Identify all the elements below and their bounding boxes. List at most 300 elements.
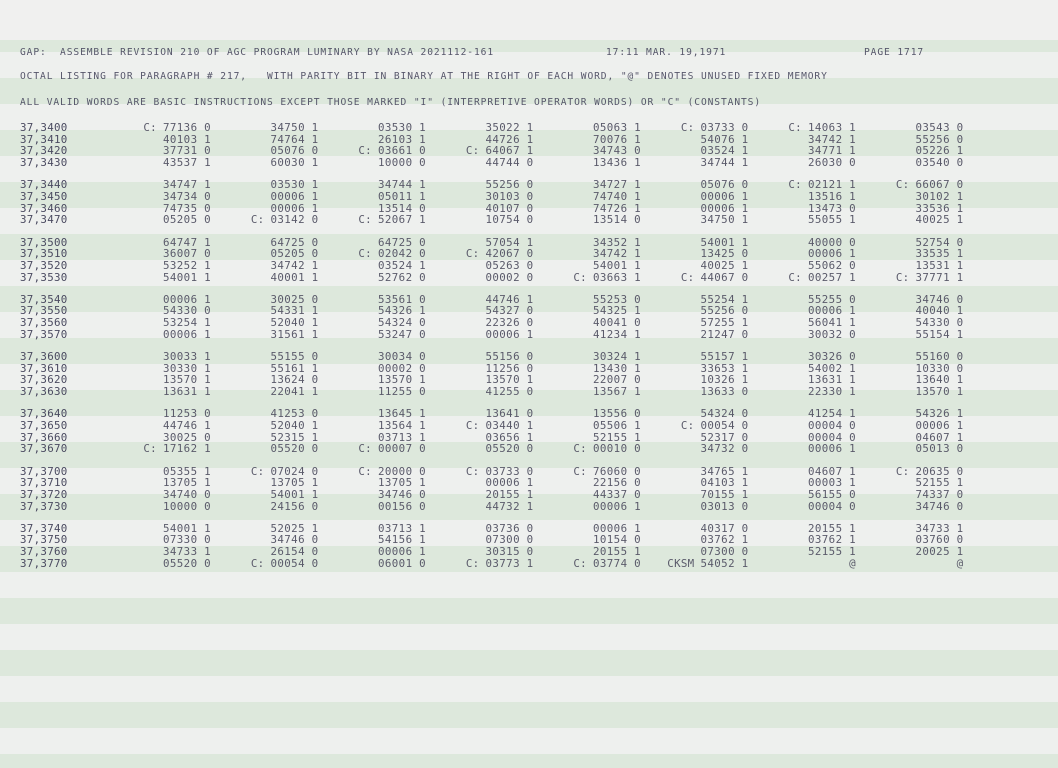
word-value: 55256 [485, 178, 520, 192]
word-type-marker: C: [788, 121, 802, 134]
listing-block [20, 351, 970, 398]
octal-word [863, 546, 971, 558]
parity-bit: 1 [741, 373, 749, 387]
parity-bit: 1 [956, 247, 964, 261]
parity-bit: 0 [956, 156, 964, 170]
parity-bit: 1 [741, 292, 749, 306]
memory-address: 37,3410 [20, 132, 68, 146]
word-value: 52067 [377, 213, 413, 227]
word-value: 41253 [270, 407, 305, 421]
word-value: 74337 [915, 487, 950, 501]
memory-address: 37,3510 [20, 247, 68, 261]
word-value: 44067 [700, 270, 735, 284]
word-value: 13436 [592, 156, 628, 170]
parity-bit: 1 [634, 258, 641, 272]
octal-word [433, 329, 541, 341]
parity-bit: 1 [204, 270, 211, 284]
word-value: 30102 [915, 189, 950, 203]
parity-bit: 0 [634, 476, 641, 490]
word-value: 00006 [162, 292, 198, 306]
word-value: 13516 [807, 189, 843, 203]
word-value: 34732 [700, 442, 735, 456]
word-type-marker: C: [358, 247, 372, 261]
parity-bit: 1 [741, 464, 749, 478]
word-value: 26154 [270, 545, 305, 559]
parity-bit: 0 [849, 487, 856, 501]
word-value: 34734 [162, 189, 198, 203]
memory-address: 37,3430 [20, 156, 68, 170]
parity-bit: 1 [204, 178, 211, 192]
parity-bit: 1 [634, 385, 641, 399]
word-value: 05076 [700, 178, 735, 192]
word-value: 33653 [700, 361, 735, 375]
word-value: 13645 [377, 407, 413, 421]
parity-bit: 1 [849, 178, 856, 192]
listing-row [20, 329, 970, 341]
word-value: 06001 [377, 556, 413, 570]
memory-address: 37,3470 [20, 213, 68, 227]
octal-word [755, 214, 863, 226]
parity-bit: 0 [419, 464, 426, 478]
word-value: 00006 [700, 201, 735, 215]
word-type-marker: C: [465, 247, 480, 261]
parity-bit: 0 [311, 556, 319, 570]
word-value: 52155 [592, 430, 628, 444]
word-value: 00054 [700, 418, 735, 432]
parity-bit: 1 [741, 487, 749, 501]
word-value: 55161 [270, 361, 305, 375]
word-type-marker: C: [680, 270, 695, 284]
word-type-marker: C: [788, 178, 802, 192]
octal-word [325, 214, 433, 226]
parity-bit: 0 [956, 316, 964, 330]
octal-word [540, 122, 648, 134]
parity-bit: 1 [634, 361, 641, 375]
parity-bit: 1 [849, 407, 856, 421]
octal-word [325, 443, 433, 455]
octal-word [648, 386, 756, 398]
word-value: 05076 [270, 144, 305, 158]
parity-bit: 0 [634, 292, 641, 306]
word-value: 10000 [162, 499, 198, 513]
octal-word [433, 443, 541, 455]
word-value: 55055 [807, 213, 843, 227]
word-value: 54331 [270, 304, 305, 318]
memory-address: 37,3750 [20, 533, 68, 547]
parity-bit: 1 [956, 270, 964, 284]
parity-bit: 0 [311, 350, 319, 363]
word-value: 30103 [485, 189, 520, 203]
memory-address: 37,3760 [20, 545, 68, 559]
word-value: 22007 [592, 373, 628, 387]
parity-bit: 1 [634, 418, 641, 432]
parity-bit: 0 [634, 144, 641, 158]
parity-bit: 0 [849, 201, 856, 215]
parity-bit: 0 [849, 156, 856, 170]
word-value: 13425 [700, 247, 735, 261]
parity-bit: 1 [956, 213, 964, 227]
octal-word [648, 443, 756, 455]
parity-bit: 0 [526, 350, 534, 363]
parity-bit: 1 [311, 521, 319, 535]
word-value: 34742 [807, 132, 843, 146]
parity-bit: 1 [956, 304, 964, 318]
word-value: 30330 [162, 361, 198, 375]
octal-word [755, 351, 863, 363]
word-value: 41234 [592, 327, 628, 341]
listing-row [20, 386, 970, 398]
parity-bit: 0 [849, 258, 856, 272]
word-value: 20155 [807, 521, 843, 535]
word-value: 74735 [162, 201, 198, 215]
parity-bit: 1 [634, 189, 641, 203]
header-timestamp: 17:11 MAR. 19,1971 [606, 47, 727, 58]
parity-bit: 1 [204, 385, 211, 399]
octal-word [540, 420, 648, 432]
parity-bit: 0 [741, 407, 749, 421]
parity-bit: 1 [419, 258, 426, 272]
parity-bit: 1 [526, 327, 534, 341]
word-value: 00054 [270, 556, 305, 570]
octal-word [110, 329, 218, 341]
word-value: 41255 [485, 385, 520, 399]
word-value: 13430 [592, 361, 628, 375]
parity-bit: 1 [311, 258, 319, 272]
octal-word [433, 558, 541, 570]
word-type-marker: CKSM [667, 556, 695, 570]
word-value: 34740 [162, 487, 198, 501]
listing-row [20, 443, 970, 455]
parity-bit: 1 [849, 476, 856, 490]
listing-row [20, 122, 970, 134]
word-type-marker: C: [358, 213, 372, 227]
parity-bit: 1 [311, 178, 319, 192]
word-value: 03530 [377, 121, 413, 134]
word-value: 52315 [270, 430, 305, 444]
word-value: 03142 [270, 213, 305, 227]
parity-bit: 0 [204, 201, 211, 215]
octal-word [863, 386, 971, 398]
parity-bit: 1 [526, 418, 534, 432]
word-value: 34747 [162, 178, 198, 192]
word-value: 52317 [700, 430, 735, 444]
word-value: 10154 [592, 533, 628, 547]
word-value: 55255 [807, 292, 843, 306]
word-value: 54001 [592, 258, 628, 272]
word-value: 00006 [807, 247, 843, 261]
parity-bit: 1 [741, 533, 749, 547]
word-value: 03530 [270, 178, 305, 192]
parity-bit: 0 [419, 316, 426, 330]
word-value: 20000 [377, 464, 413, 478]
parity-bit: 1 [204, 545, 211, 559]
word-value: 52155 [807, 545, 843, 559]
word-value: 53247 [377, 327, 413, 341]
word-value: 03661 [377, 144, 413, 158]
word-type-marker: C: [143, 442, 157, 456]
word-value: 13631 [162, 385, 198, 399]
parity-bit: 0 [741, 418, 749, 432]
octal-word [110, 386, 218, 398]
parity-bit: 1 [204, 327, 211, 341]
word-type-marker: C: [573, 464, 587, 478]
parity-bit: 1 [634, 350, 641, 363]
word-value: 20155 [592, 545, 628, 559]
word-value: 24156 [270, 499, 305, 513]
memory-address: 37,3660 [20, 430, 68, 444]
parity-bit: 1 [956, 327, 964, 341]
word-value: 13531 [915, 258, 950, 272]
parity-bit: 0 [956, 121, 964, 134]
word-value: 22041 [270, 385, 305, 399]
parity-bit: 1 [849, 304, 856, 318]
parity-bit: 1 [526, 499, 534, 513]
octal-word [218, 157, 326, 169]
word-value: 34744 [700, 156, 735, 170]
octal-word [755, 272, 863, 284]
word-value: 54002 [807, 361, 843, 375]
word-value: 44732 [485, 499, 520, 513]
word-value: 17162 [162, 442, 198, 456]
memory-address: 37,3740 [20, 521, 68, 535]
parity-bit: 1 [311, 430, 319, 444]
word-value: 14063 [807, 121, 843, 134]
octal-word [110, 260, 218, 272]
parity-bit: 1 [419, 178, 426, 192]
parity-bit: 1 [204, 258, 211, 272]
parity-bit: 0 [419, 556, 426, 570]
word-value: 05506 [592, 418, 628, 432]
parity-bit: 1 [311, 327, 319, 341]
parity-bit: 0 [526, 385, 534, 399]
octal-word [433, 420, 541, 432]
word-value: 55062 [807, 258, 843, 272]
parity-bit: 0 [419, 156, 426, 170]
parity-bit: 1 [956, 144, 964, 158]
parity-bit: 1 [849, 121, 856, 134]
octal-word [325, 260, 433, 272]
word-value: 03524 [377, 258, 413, 272]
octal-word [540, 260, 648, 272]
parity-bit: 0 [741, 327, 749, 341]
word-value: 00006 [485, 476, 520, 490]
parity-bit: 0 [956, 499, 964, 513]
parity-bit: 0 [204, 556, 211, 570]
word-value: 64067 [485, 144, 520, 158]
word-value: 13631 [807, 373, 843, 387]
octal-word [755, 329, 863, 341]
word-value: 13641 [485, 407, 520, 421]
parity-bit: 0 [741, 521, 749, 535]
word-value: 30033 [162, 350, 198, 363]
memory-address: 37,3540 [20, 292, 68, 306]
parity-bit: 1 [419, 304, 426, 318]
memory-address: 37,3630 [20, 385, 68, 399]
listing-row [20, 420, 970, 432]
parity-bit: 1 [526, 235, 534, 249]
listing-row [20, 191, 970, 203]
parity-bit: 0 [311, 545, 319, 559]
word-value: 54327 [485, 304, 520, 318]
word-value: 05355 [162, 464, 198, 478]
octal-word [110, 443, 218, 455]
word-value: 55157 [700, 350, 735, 363]
word-value: 13570 [915, 385, 950, 399]
octal-word [540, 191, 648, 203]
octal-word [648, 122, 756, 134]
word-value: 31561 [270, 327, 305, 341]
word-value: 00006 [485, 327, 520, 341]
octal-word [648, 351, 756, 363]
memory-address: 37,3530 [20, 270, 68, 284]
word-value: 05520 [162, 556, 198, 570]
octal-word [110, 191, 218, 203]
parity-bit: 1 [956, 521, 964, 535]
listing-row [20, 272, 970, 284]
octal-word [218, 260, 326, 272]
word-value: 40001 [270, 270, 305, 284]
octal-word [325, 122, 433, 134]
word-value: 36007 [162, 247, 198, 261]
word-value: 04607 [915, 430, 950, 444]
word-value: 37731 [162, 144, 198, 158]
parity-bit: 0 [311, 144, 319, 158]
parity-bit: 0 [526, 316, 534, 330]
octal-word [648, 157, 756, 169]
word-value: 03762 [700, 533, 735, 547]
word-value: 44744 [485, 156, 520, 170]
octal-word [863, 501, 971, 513]
word-value: 70155 [700, 487, 735, 501]
octal-word [863, 157, 971, 169]
parity-bit: 0 [204, 499, 211, 513]
word-value: 33536 [915, 201, 950, 215]
octal-word [863, 214, 971, 226]
word-value: 54052 [700, 556, 735, 570]
parity-bit: 0 [741, 430, 749, 444]
word-value: 13570 [485, 373, 520, 387]
parity-bit: 1 [419, 418, 426, 432]
parity-bit: 0 [311, 499, 319, 513]
parity-bit: 0 [526, 156, 534, 170]
word-value: 54001 [162, 521, 198, 535]
parity-bit: 1 [204, 521, 211, 535]
word-value: 34765 [700, 464, 735, 478]
word-value: 03760 [915, 533, 950, 547]
parity-bit: 1 [956, 407, 964, 421]
word-value: 10000 [377, 156, 413, 170]
word-value: 64725 [377, 235, 413, 249]
word-value: 30025 [270, 292, 305, 306]
parity-bit: 1 [849, 247, 856, 261]
octal-word [433, 351, 541, 363]
octal-word [648, 329, 756, 341]
parity-bit: 0 [741, 385, 749, 399]
parity-bit: 0 [849, 235, 856, 249]
listing-row [20, 351, 970, 363]
parity-bit: 1 [526, 556, 534, 570]
word-type-marker: C: [573, 556, 587, 570]
octal-word [648, 214, 756, 226]
word-value: 13705 [270, 476, 305, 490]
word-value: 54001 [270, 487, 305, 501]
word-value: 34352 [592, 235, 628, 249]
parity-bit: 1 [634, 247, 641, 261]
word-value: 40000 [807, 235, 843, 249]
parity-bit: 1 [849, 189, 856, 203]
word-value: 52040 [270, 418, 305, 432]
listing-row [20, 489, 970, 501]
parity-bit: 1 [849, 373, 856, 387]
word-type-marker: C: [465, 418, 480, 432]
parity-bit: 1 [311, 361, 319, 375]
parity-bit: 0 [419, 327, 426, 341]
word-value: 13514 [377, 201, 413, 215]
parity-bit: 0 [526, 407, 534, 421]
parity-bit: 1 [419, 476, 426, 490]
parity-bit: 1 [741, 350, 749, 363]
listing-row [20, 501, 970, 513]
parity-bit: 1 [956, 430, 964, 444]
word-value: 13705 [162, 476, 198, 490]
parity-bit: 0 [526, 201, 534, 215]
parity-bit: 0 [634, 533, 641, 547]
memory-address: 37,3400 [20, 121, 68, 134]
parity-bit: 1 [526, 292, 534, 306]
parity-bit: 0 [634, 316, 641, 330]
parity-bit: 0 [311, 213, 319, 227]
word-value: 13564 [377, 418, 413, 432]
parity-bit: 1 [956, 545, 964, 559]
memory-address: 37,3710 [20, 476, 68, 490]
parity-bit: 0 [311, 373, 319, 387]
word-type-marker: C: [895, 270, 910, 284]
parity-bit: 0 [634, 213, 641, 227]
parity-bit: 1 [741, 132, 749, 146]
listing-block [20, 122, 970, 169]
parity-bit: 1 [956, 189, 964, 203]
word-value: 10754 [485, 213, 520, 227]
parity-bit: 1 [311, 270, 319, 284]
word-type-marker: C: [465, 556, 480, 570]
word-value: 03524 [700, 144, 735, 158]
octal-word [218, 443, 326, 455]
octal-word [540, 443, 648, 455]
octal-word [218, 558, 326, 570]
parity-bit: 0 [741, 270, 749, 284]
word-type-marker: C: [250, 213, 265, 227]
octal-word [218, 329, 326, 341]
octal-word [325, 489, 433, 501]
octal-word [433, 489, 541, 501]
memory-address: 37,3560 [20, 316, 68, 330]
parity-bit: 1 [849, 385, 856, 399]
word-value: 03774 [592, 556, 628, 570]
memory-address: 37,3770 [20, 556, 68, 570]
word-value: 05063 [592, 121, 628, 134]
parity-bit: 0 [741, 442, 749, 456]
parity-bit: 0 [526, 213, 534, 227]
listing-block [20, 408, 970, 455]
parity-bit: 1 [311, 121, 319, 134]
parity-bit: 1 [204, 156, 211, 170]
word-value: 40317 [700, 521, 735, 535]
octal-word [325, 420, 433, 432]
word-value: 44746 [485, 292, 520, 306]
word-value: 54326 [377, 304, 413, 318]
octal-word [648, 420, 756, 432]
parity-bit: 1 [419, 407, 426, 421]
